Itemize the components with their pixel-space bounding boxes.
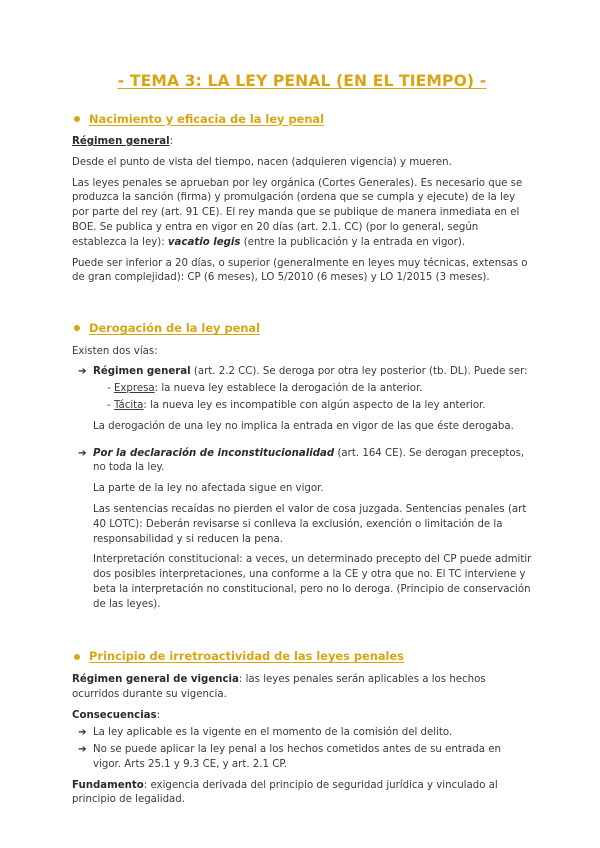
paragraph: La parte de la ley no afectada sigue en vigor. bbox=[93, 483, 324, 495]
paragraph: La derogación de una ley no implica la entrada en vigor de las que éste derogaba. bbox=[93, 420, 514, 432]
regimen-general-label: Régimen general: bbox=[72, 136, 174, 148]
consecuencias-label: Consecuencias: bbox=[72, 709, 161, 721]
paragraph: Régimen general de vigencia: las leyes penales serán aplicables a los hechos ocurridos durante su vigencia. bbox=[72, 673, 486, 700]
paragraph: Fundamento: exigencia derivada del principio de seguridad jurídica y vinculado al principio de legalidad. bbox=[72, 779, 498, 806]
bullet-icon bbox=[74, 116, 80, 122]
list-item: ➔ Régimen general (art. 2.2 CC). Se deroga por otra ley posterior (tb. DL). Puede ser: - Expresa: la nueva ley establece la derogación de la anterior. - Tácita: la nueva ley es incompatible con algún aspecto de la ley anterior. La derogación de una ley no implica la entrada en vigor de las que éste derogaba. bbox=[78, 365, 532, 440]
arrow-icon: ➔ bbox=[78, 366, 87, 378]
section-heading-text: Principio de irretroactividad de las leyes penales bbox=[89, 649, 404, 664]
paragraph: Existen dos vías: bbox=[72, 345, 158, 357]
paragraph: Las sentencias recaídas no pierden el valor de cosa juzgada. Sentencias penales (art 40 LOTC): Deberán revisarse si conlleva la exclusión, exención o limitación de la responsabilidad y si reducen la pena. bbox=[93, 503, 527, 545]
arrow-icon: ➔ bbox=[78, 744, 87, 756]
paragraph: Desde el punto de vista del tiempo, nacen (adquieren vigencia) y mueren. bbox=[72, 156, 452, 168]
section-heading-text: Derogación de la ley penal bbox=[89, 321, 261, 336]
list-item: ➔ Por la declaración de inconstitucionalidad (art. 164 CE). Se derogan preceptos, no toda la ley. La parte de la ley no afectada sigue en vigor. Las sentencias recaídas no pierden el valor de cosa juzgada. Sentencias penales (art 40 LOTC): Deberán revisarse si conlleva la exclusión, exención o limitación de la responsabilidad y si reducen la pena. Interpretación constitucional: a veces, un determinado precepto del CP puede admitir dos posibles interpretaciones, una conforme a la CE y otra que no. El TC interviene y beta la interpretación no constitucional, pero no lo deroga. (Principio de conservación de las leyes). bbox=[78, 447, 532, 619]
section-heading-irretroactividad bbox=[74, 648, 532, 665]
section-heading-text: Nacimiento y eficacia de la ley penal bbox=[89, 111, 325, 126]
list-item: ➔ La ley aplicable es la vigente en el momento de la comisión del delito. bbox=[78, 726, 532, 741]
bullet-icon bbox=[74, 325, 80, 331]
list-item: ➔ No se puede aplicar la ley penal a los hechos cometidos antes de su entrada en vigor. Arts 25.1 y 9.3 CE, y art. 2.1 CP. bbox=[78, 743, 532, 773]
paragraph: Interpretación constitucional: a veces, un determinado precepto del CP puede admitir dos posibles interpretaciones, una conforme a la CE y otra que no. El TC interviene y beta la interpretación no constitucional, pero no lo deroga. (Principio de conservación de las leyes). bbox=[93, 554, 532, 610]
paragraph: Puede ser inferior a 20 días, o superior (generalmente en leyes muy técnicas, extensas o de gran complejidad): CP (6 meses), LO 5/2010 (6 meses) y LO 1/2015 (3 meses). bbox=[72, 257, 528, 284]
paragraph: Las leyes penales se aprueban por ley orgánica (Cortes Generales). Es necesario que se produzca la sanción (firma) y promulgación (ordena que se cumpla y ejecute) de la ley por parte del rey (art. 91 CE). El rey manda que se publique de manera inmediata en el BOE. Se publica y entra en vigor en 20 días (art. 2.1. CC) (por lo general, según establezca la ley): vacatio legis (entre la publicación y la entrada en vigor). bbox=[72, 177, 523, 248]
section-heading-nacimiento bbox=[74, 111, 532, 128]
sub-list-item: - Expresa: la nueva ley establece la derogación de la anterior. bbox=[107, 383, 423, 395]
bullet-icon bbox=[74, 654, 80, 660]
page-title: - TEMA 3: LA LEY PENAL (EN EL TIEMPO) - bbox=[117, 72, 487, 90]
section-heading-derogacion bbox=[74, 320, 532, 337]
arrow-icon: ➔ bbox=[78, 727, 87, 739]
arrow-icon: ➔ bbox=[78, 447, 87, 459]
sub-list-item: - Tácita: la nueva ley es incompatible con algún aspecto de la ley anterior. bbox=[107, 400, 486, 412]
